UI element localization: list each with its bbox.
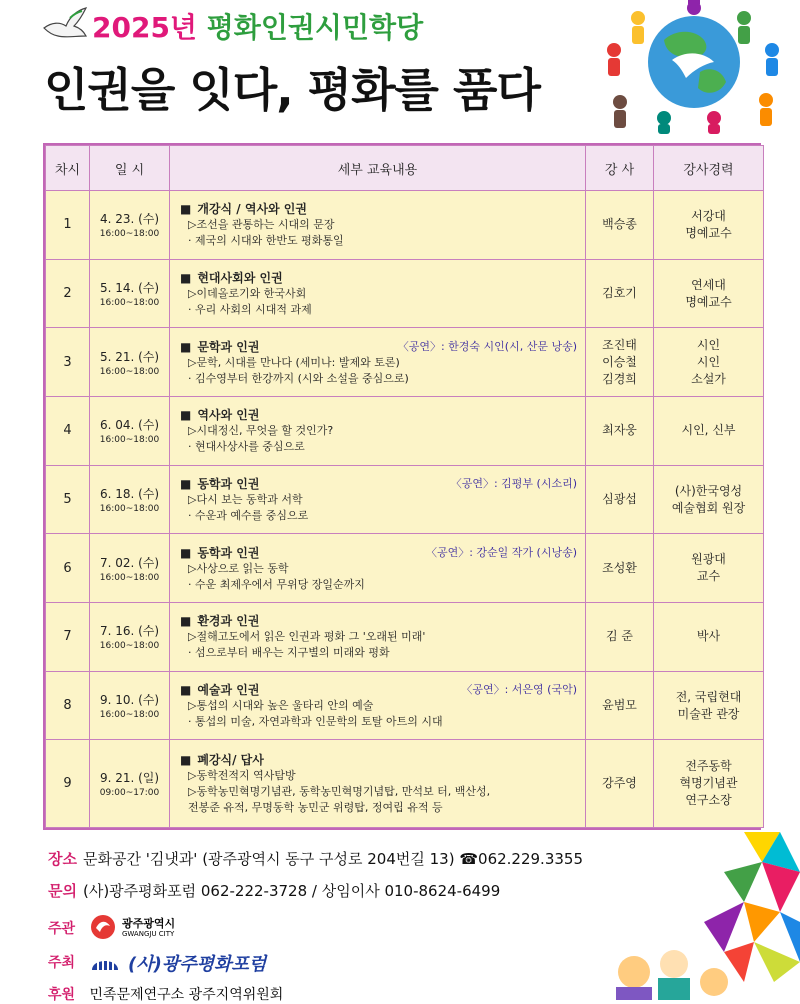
session-content bbox=[170, 191, 586, 260]
session-lecturers bbox=[586, 397, 654, 466]
dove-icon bbox=[40, 6, 90, 46]
session-date: 5. 14. (수) bbox=[99, 281, 160, 295]
session-datetime bbox=[90, 397, 170, 466]
session-time: 16:00~18:00 bbox=[99, 298, 160, 308]
content-line: ▷조선을 관통하는 시대의 문장 bbox=[188, 218, 335, 232]
session-lecturers bbox=[586, 191, 654, 260]
sponsor-label: 후원 bbox=[48, 987, 76, 1003]
host-name: (사)광주평화포럼 bbox=[127, 954, 267, 975]
venue-text: 문화공간 '김냇과' (광주광역시 동구 구성로 204번길 13) ☎062.229.3355 bbox=[82, 850, 583, 868]
organizer-label: 주관 bbox=[48, 921, 76, 937]
session-lecturers bbox=[586, 259, 654, 328]
session-date: 9. 21. (일) bbox=[99, 771, 160, 786]
performance-note: 〈공연〉: 한경숙 시인(시, 산문 낭송) bbox=[397, 339, 577, 353]
session-number: 2 bbox=[46, 259, 90, 328]
career-line: 서강대 bbox=[691, 208, 726, 223]
col-header-content: 세부 교육내용 bbox=[170, 146, 586, 191]
main-title: 인권을 잇다, 평화를 품다 bbox=[44, 63, 540, 117]
session-career bbox=[654, 671, 764, 740]
career-line: 시인 bbox=[696, 354, 721, 369]
lecturer-name: 김호기 bbox=[602, 286, 637, 300]
sponsor-row bbox=[48, 984, 283, 1004]
content-line: ▷통섭의 시대와 높은 울타리 안의 예술 bbox=[188, 699, 374, 713]
career-line: 교수 bbox=[696, 569, 721, 584]
session-lecturers bbox=[586, 740, 654, 828]
bullet-square-icon: ■ bbox=[180, 545, 192, 560]
inquiry-label: 문의 bbox=[48, 882, 77, 900]
session-topic: 예술과 인권 bbox=[197, 683, 260, 698]
session-career bbox=[654, 191, 764, 260]
organizer-sub: GWANGJU CITY bbox=[121, 930, 175, 938]
session-lecturers bbox=[586, 671, 654, 740]
lecturer-name: 이승철 bbox=[602, 354, 637, 369]
career-line: 예술협회 원장 bbox=[671, 500, 746, 515]
session-lecturers bbox=[586, 465, 654, 534]
career-line: 명예교수 bbox=[685, 294, 732, 309]
session-time: 16:00~18:00 bbox=[99, 710, 160, 721]
performance-note: 〈공연〉: 강순일 작가 (시낭송) bbox=[425, 545, 577, 559]
lecturer-name: 윤범모 bbox=[602, 698, 637, 713]
session-time: 16:00~18:00 bbox=[99, 572, 160, 583]
session-content bbox=[170, 671, 586, 740]
host-label: 주최 bbox=[48, 955, 76, 971]
session-number: 8 bbox=[46, 671, 90, 740]
table-row bbox=[46, 534, 764, 603]
content-line: ▷절해고도에서 읽은 인권과 평화 그 '오래된 미래' bbox=[188, 630, 426, 644]
bullet-square-icon: ■ bbox=[180, 339, 192, 354]
career-line: 미술관 관장 bbox=[677, 706, 740, 721]
career-line: 전주동학 bbox=[685, 759, 732, 774]
content-line: ▷시대정신, 무엇을 할 것인가? bbox=[188, 424, 334, 438]
session-career bbox=[654, 328, 764, 397]
session-career bbox=[654, 740, 764, 828]
bullet-square-icon: ■ bbox=[180, 408, 192, 423]
table-row bbox=[46, 328, 764, 397]
table-row bbox=[46, 191, 764, 260]
session-topic: 역사와 인권 bbox=[197, 408, 260, 423]
session-date: 9. 10. (수) bbox=[99, 693, 160, 708]
session-topic: 현대사회와 인권 bbox=[197, 271, 283, 285]
career-line: 혁명기념관 bbox=[679, 776, 738, 791]
content-line: ▷다시 보는 동학과 서학 bbox=[188, 493, 303, 507]
session-content bbox=[170, 465, 586, 534]
host-row bbox=[48, 950, 266, 976]
sponsor-name: 민족문제연구소 광주지역위원회 bbox=[89, 987, 284, 1003]
table-row bbox=[46, 465, 764, 534]
inquiry-info bbox=[48, 880, 500, 901]
session-number: 4 bbox=[46, 397, 90, 466]
session-topic: 환경과 인권 bbox=[197, 614, 260, 629]
session-time: 16:00~18:00 bbox=[99, 641, 160, 652]
session-date: 5. 21. (수) bbox=[99, 349, 160, 364]
session-number: 3 bbox=[46, 328, 90, 397]
session-time: 09:00~17:00 bbox=[99, 788, 160, 799]
session-content bbox=[170, 603, 586, 672]
session-datetime bbox=[90, 328, 170, 397]
session-content bbox=[170, 534, 586, 603]
content-line: ▷이데올로기와 한국사회 bbox=[188, 287, 307, 300]
career-line: 박사 bbox=[696, 629, 721, 644]
session-content bbox=[170, 397, 586, 466]
session-datetime bbox=[90, 671, 170, 740]
col-header-date: 일 시 bbox=[90, 146, 170, 191]
career-line: 시인, 신부 bbox=[681, 423, 736, 438]
lecturer-name: 김 준 bbox=[606, 629, 633, 644]
session-datetime bbox=[90, 740, 170, 828]
session-content bbox=[170, 259, 586, 328]
session-datetime bbox=[90, 465, 170, 534]
session-topic: 동학과 인권 bbox=[197, 477, 260, 492]
bullet-square-icon: ■ bbox=[180, 271, 192, 285]
table-row bbox=[46, 259, 764, 328]
table-header-row bbox=[46, 146, 764, 191]
session-datetime bbox=[90, 191, 170, 260]
session-date: 6. 18. (수) bbox=[99, 487, 160, 502]
session-career bbox=[654, 603, 764, 672]
session-career bbox=[654, 465, 764, 534]
session-date: 7. 02. (수) bbox=[99, 555, 160, 570]
career-line: 연구소장 bbox=[685, 793, 732, 808]
career-line: (사)한국영성 bbox=[674, 483, 743, 498]
content-line: 전봉준 유적, 무명동학 농민군 위령탑, 정여립 유적 등 bbox=[188, 801, 443, 815]
page-header bbox=[0, 0, 800, 140]
career-line: 소설가 bbox=[691, 371, 726, 386]
content-line: · 수운 최제우에서 무위당 장일순까지 bbox=[188, 577, 365, 591]
session-time: 16:00~18:00 bbox=[99, 435, 160, 446]
schedule-table bbox=[43, 143, 761, 830]
content-line: · 현대사상사를 중심으로 bbox=[188, 440, 305, 454]
career-line: 명예교수 bbox=[685, 225, 732, 240]
career-line: 시인 bbox=[696, 337, 721, 352]
host-logo bbox=[90, 950, 120, 976]
career-line: 연세대 bbox=[691, 277, 726, 292]
session-date: 4. 23. (수) bbox=[99, 212, 160, 227]
bullet-square-icon: ■ bbox=[180, 683, 192, 698]
content-line: · 통섭의 미술, 자연과학과 인문학의 토탈 아트의 시대 bbox=[188, 715, 443, 729]
lecturer-name: 조성환 bbox=[602, 560, 637, 575]
session-number: 6 bbox=[46, 534, 90, 603]
gwangju-emblem-icon bbox=[90, 914, 116, 940]
bullet-square-icon: ■ bbox=[180, 614, 192, 629]
performance-note: 〈공연〉: 김평부 (시소리) bbox=[450, 477, 577, 491]
session-number: 9 bbox=[46, 740, 90, 828]
session-lecturers bbox=[586, 534, 654, 603]
inquiry-text: (사)광주평화포럼 062-222-3728 / 상임이사 010-8624-6499 bbox=[82, 882, 501, 900]
session-career bbox=[654, 259, 764, 328]
table-row bbox=[46, 671, 764, 740]
session-number: 7 bbox=[46, 603, 90, 672]
session-datetime bbox=[90, 603, 170, 672]
career-line: 전, 국립현대 bbox=[675, 689, 742, 704]
session-topic: 개강식 / 역사와 인권 bbox=[197, 202, 307, 217]
session-content bbox=[170, 328, 586, 397]
session-number: 1 bbox=[46, 191, 90, 260]
session-datetime bbox=[90, 534, 170, 603]
session-lecturers bbox=[586, 603, 654, 672]
year-title-school: 평화인권시민학당 bbox=[206, 11, 424, 44]
session-date: 6. 04. (수) bbox=[99, 418, 160, 433]
bullet-square-icon: ■ bbox=[180, 753, 192, 768]
lecturer-name: 최자웅 bbox=[602, 423, 637, 438]
content-line: ▷동학농민혁명기념관, 동학농민혁명기념탑, 만석보 터, 백산성, bbox=[188, 785, 491, 799]
col-header-career: 강사경력 bbox=[654, 146, 764, 191]
venue-label: 장소 bbox=[48, 850, 77, 868]
lecturer-name: 백승종 bbox=[602, 217, 637, 232]
content-line: · 섬으로부터 배우는 지구별의 미래와 평화 bbox=[188, 646, 390, 660]
venue-info bbox=[48, 848, 583, 869]
session-time: 16:00~18:00 bbox=[99, 504, 160, 515]
col-header-lecturer: 강 사 bbox=[586, 146, 654, 191]
content-line: ▷문학, 시대를 만나다 (세미나: 발제와 토론) bbox=[188, 355, 400, 369]
table-row bbox=[46, 397, 764, 466]
decorative-mosaic-illustration bbox=[594, 832, 800, 1000]
career-line: 원광대 bbox=[691, 552, 726, 567]
session-number: 5 bbox=[46, 465, 90, 534]
peace-forum-emblem-icon bbox=[90, 950, 120, 972]
content-line: ▷사상으로 읽는 동학 bbox=[188, 561, 289, 575]
content-line: · 수운과 예수를 중심으로 bbox=[188, 509, 309, 523]
content-line: ▷동학전적지 역사탐방 bbox=[188, 769, 296, 783]
gwangju-city-logo bbox=[90, 914, 116, 944]
globe-people-illustration bbox=[594, 0, 794, 135]
lecturer-name: 강주영 bbox=[602, 776, 637, 791]
session-time: 16:00~18:00 bbox=[99, 229, 160, 240]
session-topic: 동학과 인권 bbox=[197, 545, 260, 560]
session-topic: 문학과 인권 bbox=[197, 339, 260, 354]
table-row bbox=[46, 603, 764, 672]
session-topic: 폐강식/ 답사 bbox=[197, 753, 264, 768]
bullet-square-icon: ■ bbox=[180, 477, 192, 492]
year-title-year: 2025년 bbox=[92, 11, 207, 44]
session-career bbox=[654, 534, 764, 603]
table-row bbox=[46, 740, 764, 828]
lecturer-name: 김경희 bbox=[602, 371, 637, 386]
performance-note: 〈공연〉: 서은영 (국악) bbox=[461, 683, 577, 697]
organizer-name: 광주광역시 bbox=[121, 917, 176, 930]
year-title bbox=[92, 6, 423, 46]
lecturer-name: 심광섭 bbox=[602, 492, 637, 507]
session-lecturers bbox=[586, 328, 654, 397]
organizer-row bbox=[48, 914, 175, 944]
session-date: 7. 16. (수) bbox=[99, 624, 160, 639]
col-header-session: 차시 bbox=[46, 146, 90, 191]
session-datetime bbox=[90, 259, 170, 328]
content-line: · 제국의 시대와 한반도 평화통일 bbox=[188, 234, 344, 248]
content-line: · 김수영부터 한강까지 (시와 소설을 중심으로) bbox=[188, 371, 409, 385]
lecturer-name: 조진태 bbox=[602, 337, 637, 352]
session-content bbox=[170, 740, 586, 828]
content-line: · 우리 사회의 시대적 과제 bbox=[188, 303, 312, 316]
session-career bbox=[654, 397, 764, 466]
session-time: 16:00~18:00 bbox=[99, 366, 160, 377]
bullet-square-icon: ■ bbox=[180, 202, 192, 217]
